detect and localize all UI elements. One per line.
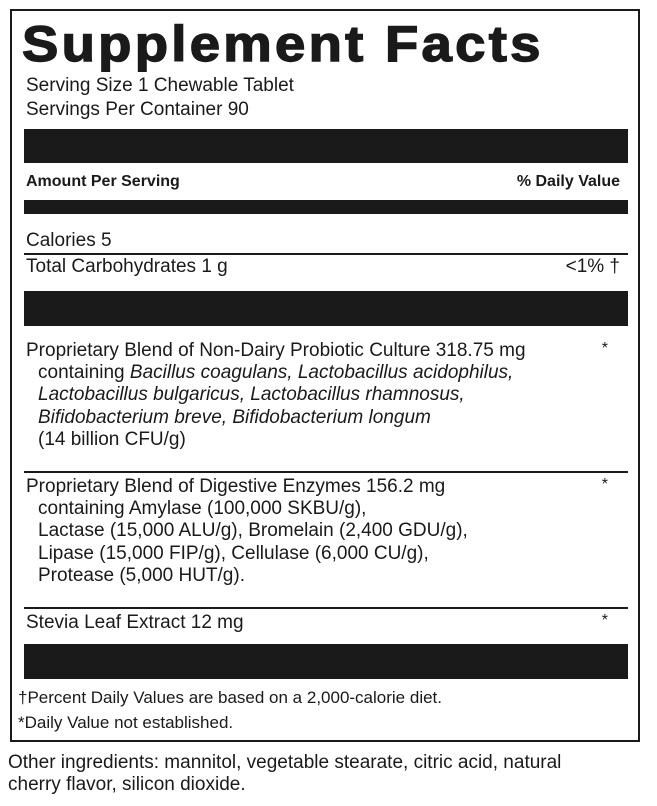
probiotic-dv: *	[601, 340, 608, 357]
medium-divider	[24, 200, 628, 214]
probiotic-species: Bacillus coagulans, Lactobacillus acidophilus,	[129, 362, 514, 384]
calories-row: Calories 5	[26, 230, 112, 251]
probiotic-species: Lactobacillus bulgaricus, Lactobacillus rhamnosus,	[38, 384, 465, 406]
other-ingredients	[8, 752, 653, 796]
other-ingredients-line: Other ingredients: mannitol, vegetable stearate, citric acid, natural	[8, 752, 562, 773]
total-carbohydrates-dv: <1% †	[565, 256, 620, 277]
servings-per-container: Servings Per Container 90	[26, 99, 249, 120]
row-divider	[24, 607, 628, 609]
probiotic-species-line	[26, 384, 526, 406]
probiotic-cfu: (14 billion CFU/g)	[38, 428, 186, 450]
total-carbohydrates-row: Total Carbohydrates 1 g	[26, 256, 228, 277]
daily-value-not-established-footnote: *Daily Value not established.	[18, 713, 234, 732]
amount-per-serving-header: Amount Per Serving	[26, 173, 180, 190]
panel-title: Supplement Facts	[22, 16, 544, 72]
percent-daily-value-footnote: †Percent Daily Values are based on a 2,000-calorie diet.	[18, 688, 442, 707]
probiotic-blend	[26, 340, 526, 451]
thick-divider	[24, 291, 628, 326]
serving-size: Serving Size 1 Chewable Tablet	[26, 75, 294, 96]
enzyme-line: Protease (5,000 HUT/g).	[38, 564, 245, 586]
enzyme-line: Lactase (15,000 ALU/g), Bromelain (2,400 GDU/g),	[38, 520, 468, 542]
probiotic-species: Bifidobacterium breve, Bifidobacterium longum	[38, 406, 431, 428]
daily-value-header: % Daily Value	[516, 173, 620, 190]
enzyme-blend-name: Proprietary Blend of Digestive Enzymes 156.2 mg	[26, 476, 446, 497]
stevia-dv: *	[601, 612, 608, 629]
thick-divider	[24, 129, 628, 163]
enzyme-dv: *	[601, 476, 608, 493]
thick-divider	[24, 644, 628, 679]
supplement-facts-panel	[10, 9, 640, 742]
enzyme-line: Lipase (15,000 FIP/g), Cellulase (6,000 CU/g),	[38, 542, 429, 564]
row-divider	[24, 471, 628, 473]
row-divider	[24, 253, 628, 255]
containing-label: containing	[38, 362, 130, 384]
other-ingredients-line: cherry flavor, silicon dioxide.	[8, 774, 246, 795]
stevia-row: Stevia Leaf Extract 12 mg	[26, 612, 244, 633]
probiotic-species-line	[26, 362, 526, 384]
enzyme-blend	[26, 476, 468, 587]
probiotic-species-line	[26, 407, 526, 429]
probiotic-blend-name: Proprietary Blend of Non-Dairy Probiotic Culture 318.75 mg	[26, 340, 526, 361]
enzyme-line: containing Amylase (100,000 SKBU/g),	[38, 498, 367, 520]
